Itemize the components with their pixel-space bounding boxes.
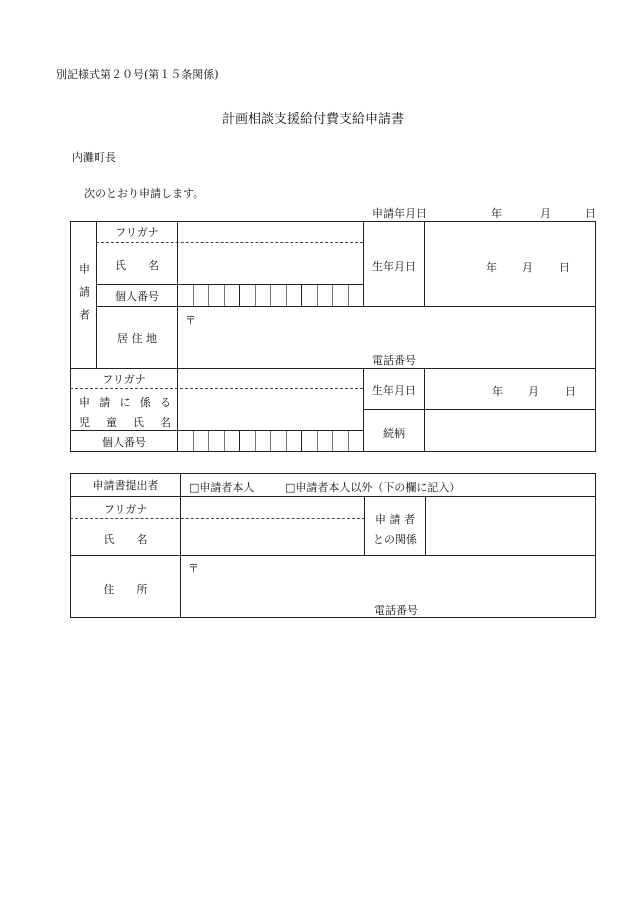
submitter-postal-mark: 〒 xyxy=(188,562,199,575)
child-relationship-label: 続柄 xyxy=(383,427,405,440)
applicant-birth-day: 日 xyxy=(559,261,570,274)
applicant-birth-year: 年 xyxy=(486,261,497,274)
submitter-option-self[interactable]: □申請者本人 xyxy=(189,481,255,494)
child-birth-label: 生年月日 xyxy=(372,384,416,397)
applicant-postal-mark: 〒 xyxy=(185,314,196,327)
applicant-birth-label: 生年月日 xyxy=(372,260,416,273)
child-personal-number-label: 個人番号 xyxy=(102,435,146,449)
submitter-furigana-label: フリガナ xyxy=(103,503,148,516)
application-date-month: 月 xyxy=(540,207,551,220)
applicant-group-label: 申請者 xyxy=(77,262,91,332)
applicant-furigana-label: フリガナ xyxy=(115,226,159,239)
child-birth-year: 年 xyxy=(492,385,503,398)
applicant-phone-label: 電話番号 xyxy=(372,354,416,367)
addressee: 内灘町長 xyxy=(72,151,116,164)
submitter-address-label: 住 所 xyxy=(103,583,148,596)
child-furigana-label: フリガナ xyxy=(102,372,146,386)
submitter-option-other[interactable]: □申請者本人以外（下の欄に記入） xyxy=(285,481,461,494)
applicant-personal-number-label: 個人番号 xyxy=(115,290,159,303)
submitter-relation-label-line1: 申 請 者 xyxy=(375,513,415,526)
child-name-label-line1: 申 請 に 係 る xyxy=(79,396,171,409)
submitter-label: 申請書提出者 xyxy=(92,479,159,492)
applicant-birth-month: 月 xyxy=(522,261,533,274)
intro-text: 次のとおり申請します。 xyxy=(84,187,205,200)
child-name-label-line2: 児 童 氏 名 xyxy=(79,416,171,429)
submitter-relation-label-line2: との関係 xyxy=(373,533,417,546)
applicant-name-label: 氏 名 xyxy=(115,259,159,272)
page-title: 計画相談支援給付費支給申請書 xyxy=(222,112,405,127)
submitter-name-label: 氏 名 xyxy=(103,533,148,546)
form-number: 別記様式第２０号(第１５条関係) xyxy=(56,68,219,81)
child-birth-month: 月 xyxy=(528,385,539,398)
application-date-day: 日 xyxy=(585,207,596,220)
application-date-label: 申請年月日 xyxy=(372,207,427,220)
submitter-phone-label: 電話番号 xyxy=(374,604,418,617)
child-birth-day: 日 xyxy=(565,385,576,398)
application-date-year: 年 xyxy=(491,207,502,220)
applicant-residence-label: 居 住 地 xyxy=(117,332,157,345)
